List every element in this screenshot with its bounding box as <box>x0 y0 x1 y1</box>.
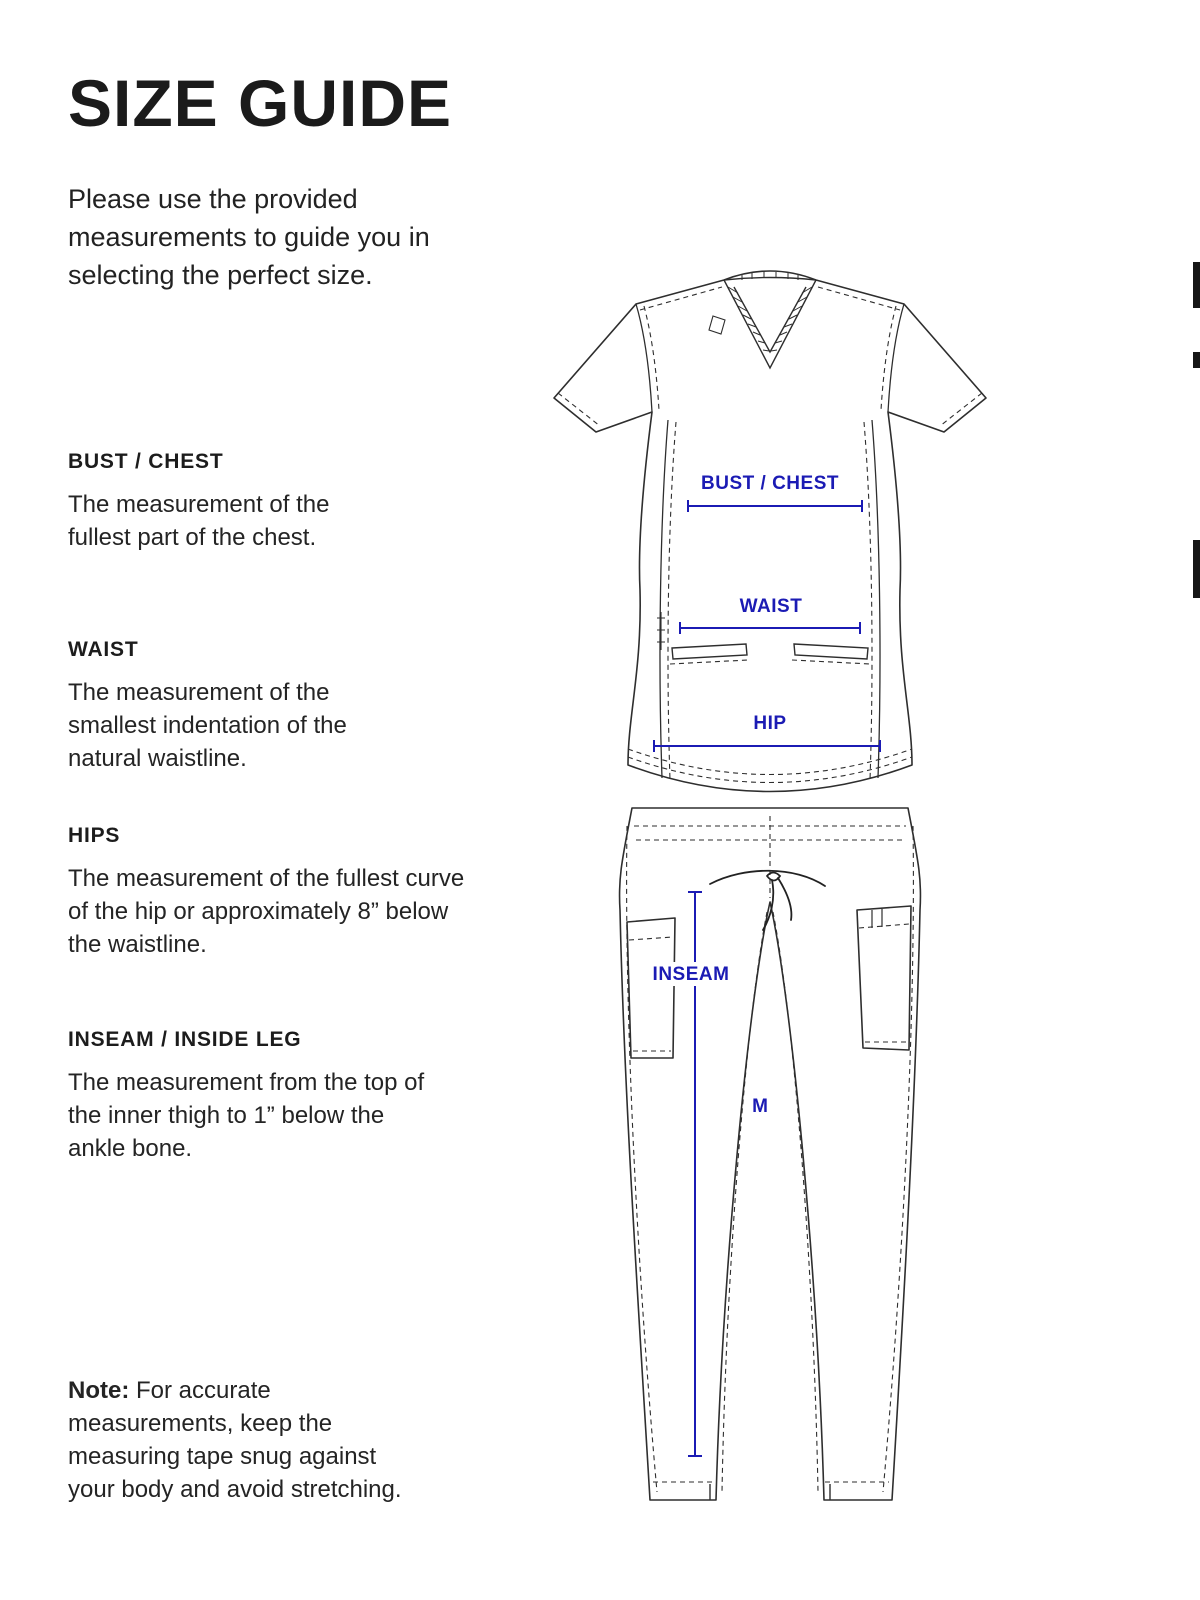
page-title: SIZE GUIDE <box>68 66 453 140</box>
section-bust-chest <box>68 450 380 554</box>
note-body: For accurate measurements, keep the measuring tape snug against your body and avoid stretching. <box>68 1377 402 1503</box>
cargo-pocket-right <box>857 906 911 1050</box>
section-waist <box>68 638 400 775</box>
note-text <box>68 1374 420 1506</box>
cargo-pocket-left <box>627 918 675 1058</box>
section-heading: INSEAM / INSIDE LEG <box>68 1028 302 1051</box>
page-edge-artifact <box>1193 540 1200 598</box>
garment-diagram <box>520 260 1020 1540</box>
pants-hem-slits <box>710 1484 830 1500</box>
inseam-measure-label: INSEAM <box>652 964 730 985</box>
section-body: The measurement of the fullest curve of the hip or approximately 8” below the waistline. <box>68 865 465 958</box>
hip-measure-label: HIP <box>753 713 787 734</box>
waist-measure-label: WAIST <box>739 596 803 617</box>
page-edge-artifact <box>1193 352 1200 368</box>
size-marker-label: M <box>752 1096 768 1117</box>
section-body: The measurement from the top of the inner thigh to 1” below the ankle bone. <box>68 1069 425 1162</box>
page-edge-artifact <box>1193 262 1200 308</box>
note-label: Note: <box>68 1377 130 1404</box>
section-heading: BUST / CHEST <box>68 450 224 473</box>
section-body: The measurement of the smallest indentation of the natural waistline. <box>68 679 347 772</box>
section-heading: HIPS <box>68 824 121 847</box>
section-hips <box>68 824 468 961</box>
intro-text: Please use the provided measurements to guide you in selecting the perfect size. <box>68 184 430 290</box>
bust-measure-label: BUST / CHEST <box>701 473 839 494</box>
section-inseam <box>68 1028 428 1165</box>
garment-flat-sketch <box>520 260 1020 1540</box>
section-heading: WAIST <box>68 638 139 661</box>
section-body: The measurement of the fullest part of the chest. <box>68 491 330 551</box>
